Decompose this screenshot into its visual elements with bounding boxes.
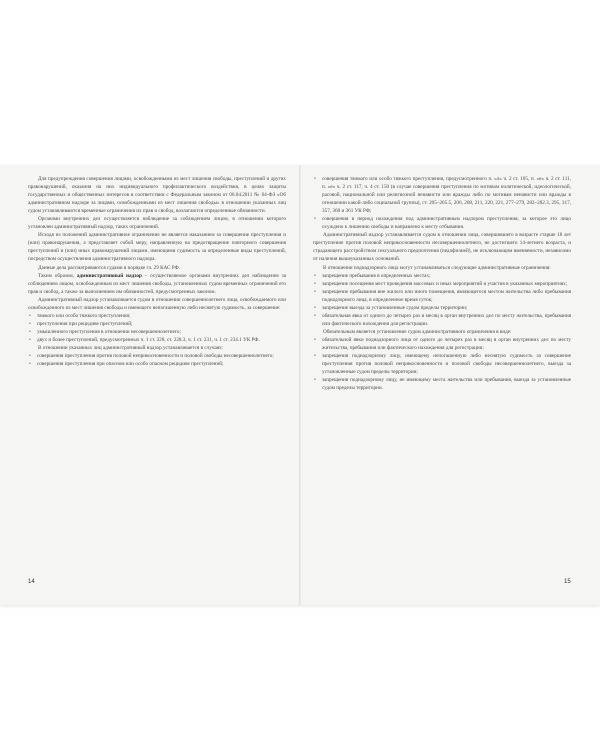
list-item: • тяжкого или особо тяжкого преступления; [28,312,286,320]
paragraph: В отношении указанных лиц административный надзор устанавливается в случаях: [38,344,224,351]
list-item: • запрещения поднадзорному лицу, имеющему непогашенную либо неснятую судимость за совершение преступления против половой неприкосновенности и половой свободы несовершеннолетнего, выезда за установленные судом пределы территории; [313,352,571,376]
list-item: • запрещение пребывания вне жилого или иного помещения, являющегося местом жительства либо пребывания поднадзорного лица, в определенное время суток; [313,288,571,304]
page-number: 14 [28,579,35,585]
definition-intro: Таким образом, [38,272,77,279]
paragraph: Органами внутренних дел осуществляется наблюдение за соблюдением лицом, в отношении которого установлен административный надзор, таких ограничений. [28,216,286,231]
list-item: • запрещение посещения мест проведения массовых и иных мероприятий и участия в указанных мероприятиях; [313,280,571,288]
list-item: • совершения преступления против половой неприкосновенности и половой свободы несовершеннолетнего; [28,352,286,360]
list-item: • совершения преступления при опасном или особо опасном рецидиве преступлений; [28,360,286,368]
list-item: • запрещение пребывания в определенных местах; [313,272,571,280]
list-item: • совершения тяжкого или особо тяжкого преступления, предусмотренного п. «л» ч. 2 ст. 105, п. «е» ч. 2 ст. 111, п. «е» ч. 2 ст. 117, ч. 4 ст. 150 (в случае совершения преступления по мотивам политической, идеологической, расовой, национальной или религиозной ненависти или вражды либо по мотивам ненависти или вражды в отношении какой-либо социальной группы), ст. 205–205.5, 206, 208, 211, 220, 221, 277–279, 282–282.3, 295, 317, 357, 360 и 361 УК РФ; [313,175,571,215]
paragraph: Для предупреждения совершения лицами, освобожденными из мест лишения свободы, преступлений и других правонарушений, оказания на них индивидуального профилактического воздействия, в целях защиты государственных и общественных интересов в соответствии с Федеральным законом от 06.04.2011 № 64-ФЗ «Об административном надзоре за лицами, освобожденными из мест лишения свободы» в отношении указанных лиц судом устанавливаются временные ограничения их прав и свобод, возлагаются определенные обязанности. [28,176,286,215]
list-item: • обязательной явки поднадзорного лица от одного до четырех раз в месяц в орган внутренних дел по месту жительства, пребывания или фактического нахождения для регистрации; [313,336,571,352]
paragraph: Административный надзор устанавливается судом в отношении совершеннолетнего лица, освобождаемого или освобожденного из мест лишения свободы и имеющего непогашенную либо неснятую судимость, за совершение: [28,296,286,311]
paragraph: В отношении поднадзорного лица могут устанавливаться следующие административные ограничения: [323,264,551,271]
book-spread [0,165,600,605]
left-page [28,175,286,368]
definition-paragraph [28,272,286,296]
right-page [313,175,571,392]
paragraph: Обязательным является установление судом административного ограничения в виде: [323,328,512,335]
list-item: • умышленного преступления в отношении несовершеннолетнего; [28,328,286,336]
book-gutter [299,165,301,605]
list-item: • запрещения поднадзорному лицу, не имеющему места жительства или пребывания, выезда за установленные судом пределы территории. [313,376,571,392]
paragraph: Данные дела рассматриваются судами в порядке гл. 29 КАС РФ. [38,264,180,271]
list-item: • двух и более преступлений, предусмотренных ч. 1 ст. 228, ст. 228.3, ч. 1 ст. 231, ч. 1 ст. 234.1 УК РФ. [28,336,286,344]
list-item: • обязательная явка от одного до четырех раз в месяц в орган внутренних дел по месту жительства, пребывания или фактического нахождения для регистрации. [313,312,571,328]
page-number: 15 [564,579,571,585]
definition-term: административный надзор [76,272,142,279]
list-item: • преступления при рецидиве преступлений; [28,320,286,328]
list-item: • совершения в период нахождения под административным надзором преступления, за которое это лицо осуждено к лишению свободы и направлено к месту отбывания. [313,215,571,231]
list-item: • запрещение выезда за установленные судом пределы территории; [313,304,571,312]
definition-text: – осуществляемое органами внутренних дел наблюдение за соблюдением лицом, освобожденным из мест лишения свободы, установленных судом временных ограничений его прав и свобод, а также за выполнением им обязанностей, предусмотренных законом. [28,272,286,295]
paragraph: Административный надзор устанавливается судом в отношении лица, совершившего в возрасте старше 18 лет преступление против половой неприкосновенности несовершеннолетнего, не достигшего 14-летнего возраста, и страдающего расстройством сексуального предпочтения (педофилией), не исключающим вменяемости, независимо от наличия вышеуказанных оснований. [313,232,571,263]
paragraph: Исходя из положений административное ограничение не является наказанием за совершение преступления и (или) правонарушения, а представляет собой меру, направленную на предотвращение повторного совершения преступлений и (или) иных правонарушений лицами, имеющими судимость за определенные виды преступлений, посредством осуществления административного надзора. [28,232,286,263]
